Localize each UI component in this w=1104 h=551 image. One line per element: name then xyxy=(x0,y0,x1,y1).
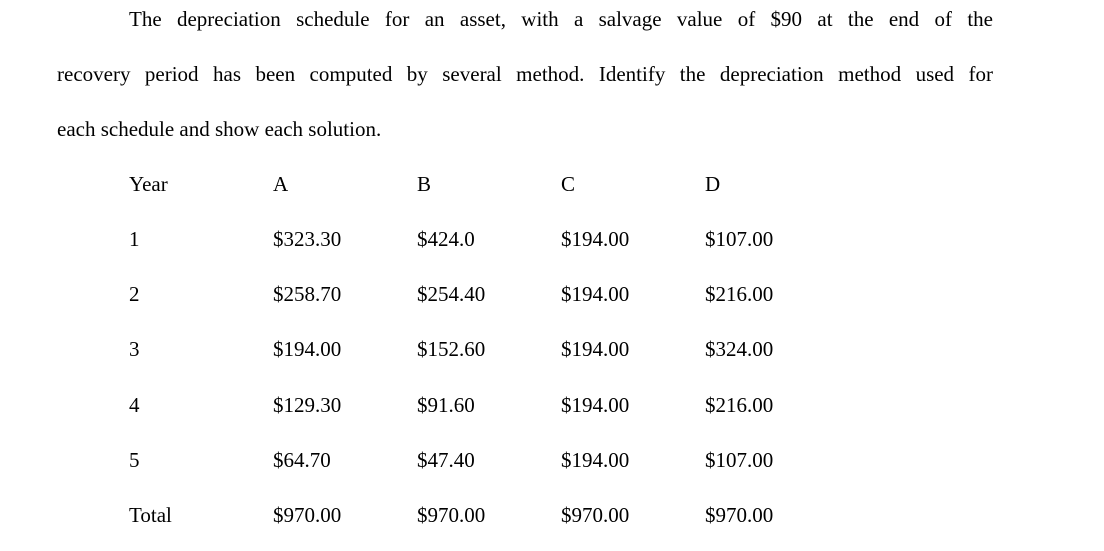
cell-b: $91.60 xyxy=(417,393,475,417)
row-year: 3 xyxy=(129,337,140,361)
total-c: $970.00 xyxy=(561,503,630,527)
cell-d: $216.00 xyxy=(705,393,774,417)
header-c: C xyxy=(561,172,576,196)
header-d: D xyxy=(705,172,721,196)
cell-b: $254.40 xyxy=(417,282,486,306)
cell-b: $47.40 xyxy=(417,448,475,472)
cell-d: $107.00 xyxy=(705,227,774,251)
cell-a: $129.30 xyxy=(273,393,342,417)
cell-a: $64.70 xyxy=(273,448,331,472)
cell-b: $152.60 xyxy=(417,337,486,361)
cell-a: $194.00 xyxy=(273,337,342,361)
total-label: Total xyxy=(129,503,172,527)
total-a: $970.00 xyxy=(273,503,342,527)
total-b: $970.00 xyxy=(417,503,486,527)
cell-c: $194.00 xyxy=(561,282,630,306)
cell-a: $323.30 xyxy=(273,227,342,251)
cell-c: $194.00 xyxy=(561,227,630,251)
row-year: 4 xyxy=(129,393,140,417)
cell-c: $194.00 xyxy=(561,337,630,361)
row-year: 2 xyxy=(129,282,140,306)
cell-d: $216.00 xyxy=(705,282,774,306)
header-b: B xyxy=(417,172,432,196)
total-d: $970.00 xyxy=(705,503,774,527)
cell-d: $324.00 xyxy=(705,337,774,361)
row-year: 5 xyxy=(129,448,140,472)
row-year: 1 xyxy=(129,227,140,251)
problem-text-line-1: The depreciation schedule for an asset, with a salvage value of $90 at the end of the xyxy=(129,7,993,31)
header-year: Year xyxy=(129,172,168,196)
problem-text-line-3: each schedule and show each solution. xyxy=(57,117,382,141)
cell-c: $194.00 xyxy=(561,393,630,417)
cell-d: $107.00 xyxy=(705,448,774,472)
cell-b: $424.0 xyxy=(417,227,475,251)
cell-a: $258.70 xyxy=(273,282,342,306)
cell-c: $194.00 xyxy=(561,448,630,472)
header-a: A xyxy=(273,172,289,196)
problem-text-line-2: recovery period has been computed by several method. Identify the depreciation method used for xyxy=(57,62,993,86)
